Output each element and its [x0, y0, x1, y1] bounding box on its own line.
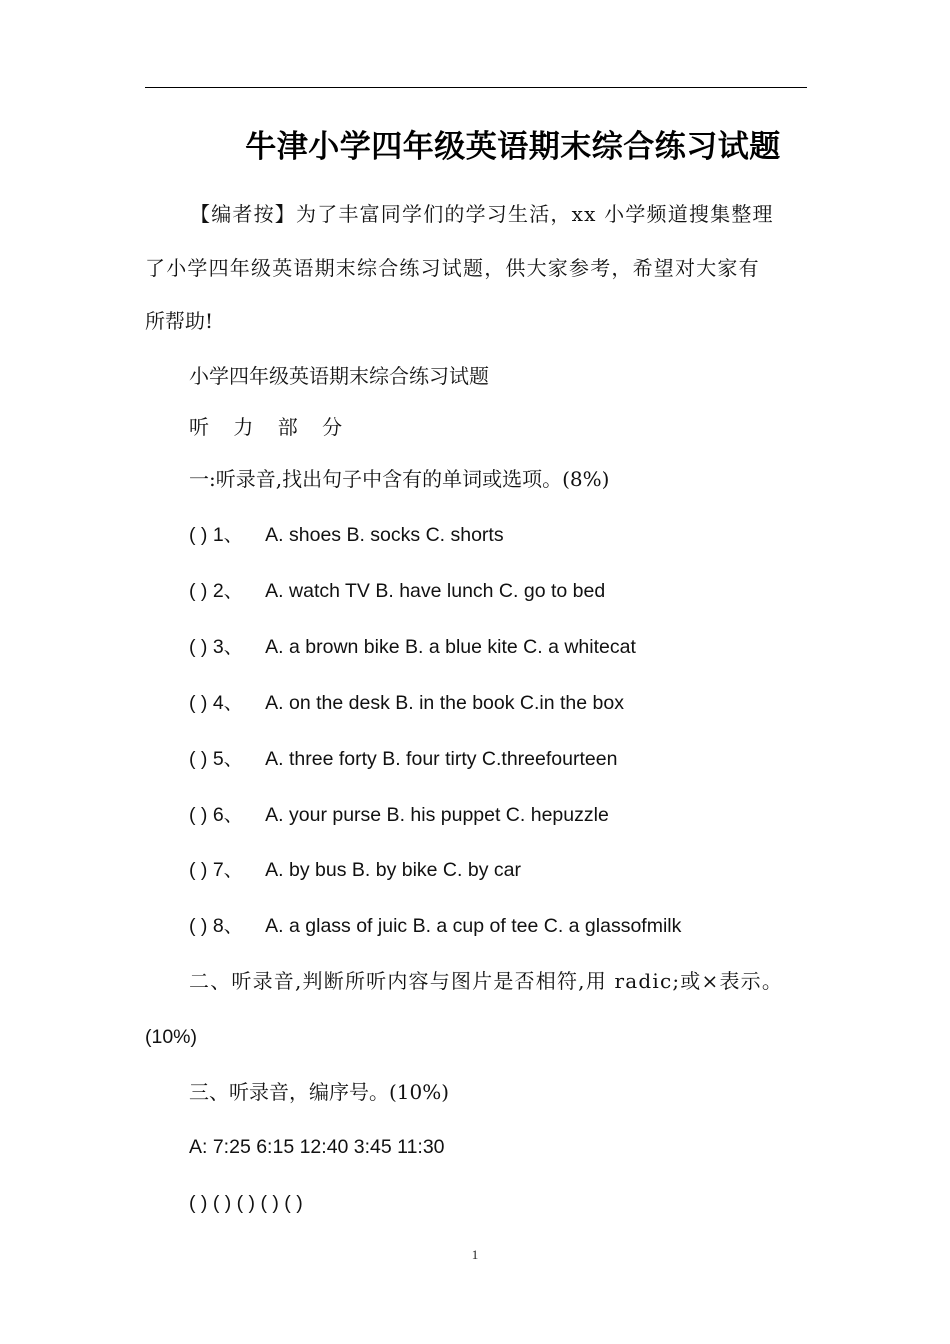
question-8	[189, 911, 681, 941]
question-options: A. a glass of juic B. a cup of tee C. a glassofmilk	[265, 915, 682, 937]
answer-blanks: ( ) ( ) ( ) ( ) ( )	[189, 1192, 303, 1214]
question-options: A. your purse B. his puppet C. hepuzzle	[265, 804, 609, 826]
question-5	[189, 744, 617, 774]
question-number: ( ) 4、	[189, 692, 244, 714]
question-number: ( ) 5、	[189, 748, 244, 770]
question-number: ( ) 6、	[189, 804, 244, 826]
document-title: 牛津小学四年级英语期末综合练习试题	[245, 129, 781, 165]
subtitle: 小学四年级英语期末综合练习试题	[189, 364, 489, 388]
intro-line-1: 【编者按】为了丰富同学们的学习生活，xx 小学频道搜集整理	[190, 202, 774, 226]
page-number: 1	[471, 1247, 479, 1262]
intro-line-3: 所帮助!	[145, 309, 214, 333]
question-options: A. by bus B. by bike C. by car	[265, 859, 521, 881]
question-number: ( ) 2、	[189, 580, 244, 602]
question-4	[189, 688, 624, 718]
question-number: ( ) 1、	[189, 524, 244, 546]
question-options: A. watch TV B. have lunch C. go to bed	[265, 580, 606, 602]
question-options: A. shoes B. socks C. shorts	[265, 524, 504, 546]
header-rule	[145, 87, 807, 88]
question-3	[189, 632, 636, 662]
question-2	[189, 576, 605, 606]
question-options: A. on the desk B. in the book C.in the box	[265, 692, 624, 714]
part2-heading-line-1: 二、听录音,判断所听内容与图片是否相符,用 radic;或×表示。	[189, 969, 784, 993]
part1-heading: 一:听录音,找出句子中含有的单词或选项。(8%)	[189, 467, 610, 491]
question-number: ( ) 7、	[189, 859, 244, 881]
question-number: ( ) 8、	[189, 915, 244, 937]
question-6	[189, 800, 609, 830]
section-heading: 听 力 部 分	[189, 415, 352, 439]
times-line: A: 7:25 6:15 12:40 3:45 11:30	[189, 1136, 445, 1158]
intro-line-2: 了小学四年级英语期末综合练习试题，供大家参考，希望对大家有	[145, 256, 760, 280]
question-1	[189, 520, 504, 550]
question-options: A. a brown bike B. a blue kite C. a whitecat	[265, 636, 636, 658]
question-7	[189, 855, 521, 885]
question-options: A. three forty B. four tirty C.threefourteen	[265, 748, 618, 770]
part2-heading-line-2: (10%)	[145, 1026, 198, 1048]
part3-heading: 三、听录音，编序号。(10%)	[189, 1080, 450, 1104]
question-number: ( ) 3、	[189, 636, 244, 658]
